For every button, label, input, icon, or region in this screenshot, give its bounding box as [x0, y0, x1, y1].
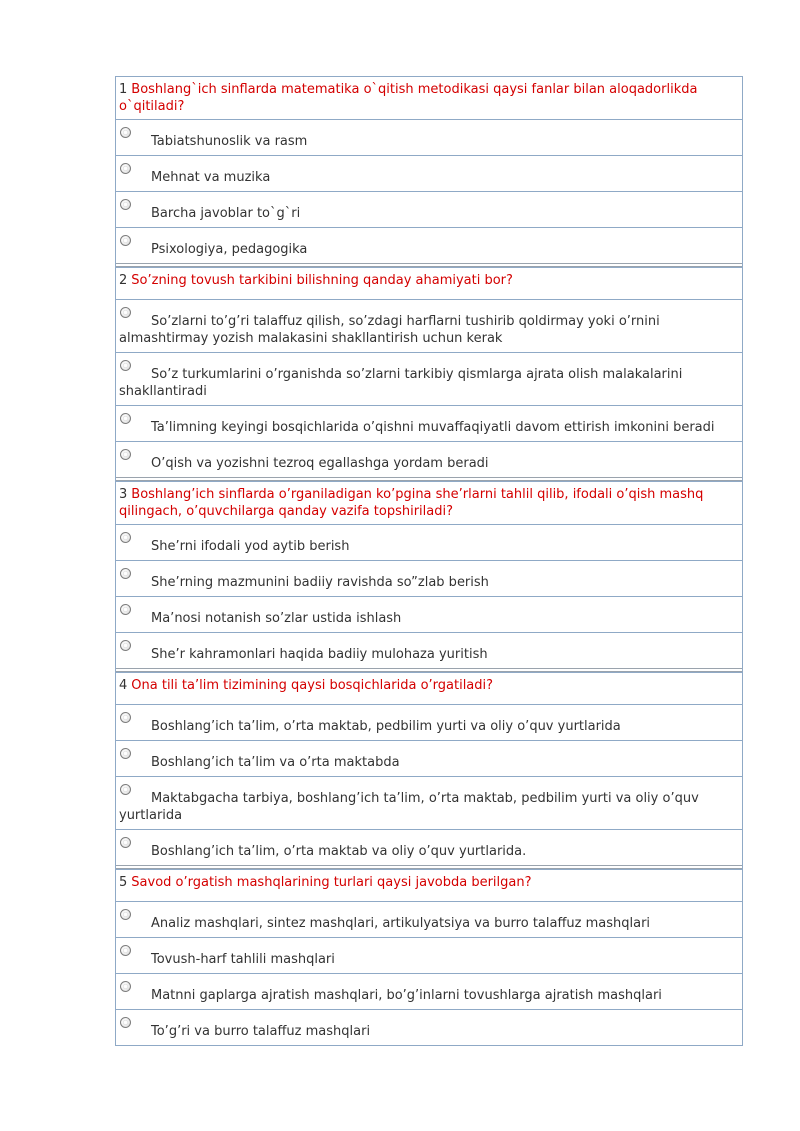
answer-option-label: Barcha javoblar to`g`ri: [151, 206, 301, 221]
answer-option-label: Tovush-harf tahlili mashqlari: [151, 952, 335, 967]
question-text: Ona tili ta’lim tizimining qaysi bosqichlarida o’rgatiladi?: [131, 678, 494, 693]
question-title: [116, 672, 742, 704]
question-block: [116, 668, 742, 865]
question-block: [116, 477, 742, 668]
radio-button-icon[interactable]: [120, 307, 131, 318]
answer-option-label: Tabiatshunoslik va rasm: [151, 134, 308, 149]
question-title: [116, 267, 742, 299]
radio-button-icon[interactable]: [120, 748, 131, 759]
radio-button-icon[interactable]: [120, 235, 131, 246]
radio-button-icon[interactable]: [120, 712, 131, 723]
answer-option[interactable]: [116, 937, 742, 973]
answer-option-label: Analiz mashqlari, sintez mashqlari, artikulyatsiya va burro talaffuz mashqlari: [151, 916, 651, 931]
answer-option-label: Boshlang’ich ta’lim va o’rta maktabda: [151, 755, 400, 770]
question-number: 5: [119, 875, 128, 890]
answer-option-label: She’rning mazmunini badiiy ravishda so”zlab berish: [151, 575, 489, 590]
answer-option-label: Maktabgacha tarbiya, boshlang’ich ta’lim, o’rta maktab, pedbilim yurti va oliy o’quv yurtlarida: [119, 791, 699, 823]
answer-option-label: Mehnat va muzika: [151, 170, 271, 185]
radio-button-icon[interactable]: [120, 981, 131, 992]
radio-button-icon[interactable]: [120, 360, 131, 371]
radio-button-icon[interactable]: [120, 127, 131, 138]
question-block: [116, 263, 742, 477]
answer-option-label: Ta’limning keyingi bosqichlarida o’qishni muvaffaqiyatli davom ettirish imkonini beradi: [151, 420, 715, 435]
answer-option-label: So’zlarni to’g’ri talaffuz qilish, so’zdagi harflarni tushirib qoldirmay yoki o’rnini almashtirmay yozish malakasini shakllantirish uchun kerak: [119, 314, 660, 346]
radio-button-icon[interactable]: [120, 568, 131, 579]
radio-button-icon[interactable]: [120, 837, 131, 848]
answer-option[interactable]: [116, 524, 742, 560]
answer-option-label: To’g’ri va burro talaffuz mashqlari: [151, 1024, 371, 1039]
answer-option[interactable]: [116, 191, 742, 227]
answer-option-label: O’qish va yozishni tezroq egallashga yordam beradi: [151, 456, 489, 471]
quiz-container: [115, 76, 743, 1046]
answer-option[interactable]: [116, 441, 742, 477]
radio-button-icon[interactable]: [120, 413, 131, 424]
answer-option-label: Boshlang’ich ta’lim, o’rta maktab va oliy o’quv yurtlarida.: [151, 844, 527, 859]
answer-option[interactable]: [116, 119, 742, 155]
radio-button-icon[interactable]: [120, 909, 131, 920]
answer-option[interactable]: [116, 1009, 742, 1045]
answer-option[interactable]: [116, 829, 742, 865]
question-block: [116, 76, 742, 263]
answer-option-label: Matnni gaplarga ajratish mashqlari, bo’g’inlarni tovushlarga ajratish mashqlari: [151, 988, 662, 1003]
answer-option[interactable]: [116, 776, 742, 829]
question-text: Boshlang’ich sinflarda o’rganiladigan ko’pgina she’rlarni tahlil qilib, ifodali o’qish mashq qilingach, o’quvchilarga qanday vazifa topshiriladi?: [119, 487, 704, 519]
answer-option[interactable]: [116, 227, 742, 263]
answer-option-label: Boshlang’ich ta’lim, o’rta maktab, pedbilim yurti va oliy o’quv yurtlarida: [151, 719, 621, 734]
answer-option[interactable]: [116, 405, 742, 441]
question-title: [116, 869, 742, 901]
answer-option[interactable]: [116, 973, 742, 1009]
answer-option[interactable]: [116, 155, 742, 191]
question-number: 4: [119, 678, 128, 693]
answer-option[interactable]: [116, 560, 742, 596]
answer-option-label: She’rni ifodali yod aytib berish: [151, 539, 350, 554]
question-number: 2: [119, 273, 128, 288]
question-text: Boshlang`ich sinflarda matematika o`qitish metodikasi qaysi fanlar bilan aloqadorlikda o`qitiladi?: [119, 82, 698, 114]
answer-option-label: Ma’nosi notanish so’zlar ustida ishlash: [151, 611, 402, 626]
answer-option[interactable]: [116, 901, 742, 937]
answer-option[interactable]: [116, 596, 742, 632]
answer-option[interactable]: [116, 632, 742, 668]
radio-button-icon[interactable]: [120, 532, 131, 543]
answer-option[interactable]: [116, 299, 742, 352]
radio-button-icon[interactable]: [120, 1017, 131, 1028]
radio-button-icon[interactable]: [120, 163, 131, 174]
question-number: 3: [119, 487, 128, 502]
radio-button-icon[interactable]: [120, 945, 131, 956]
question-text: So’zning tovush tarkibini bilishning qanday ahamiyati bor?: [131, 273, 513, 288]
answer-option-label: Psixologiya, pedagogika: [151, 242, 308, 257]
radio-button-icon[interactable]: [120, 640, 131, 651]
radio-button-icon[interactable]: [120, 784, 131, 795]
question-title: [116, 76, 742, 119]
question-text: Savod o’rgatish mashqlarining turlari qaysi javobda berilgan?: [131, 875, 532, 890]
radio-button-icon[interactable]: [120, 604, 131, 615]
answer-option[interactable]: [116, 352, 742, 405]
radio-button-icon[interactable]: [120, 449, 131, 460]
question-block: [116, 865, 742, 1045]
question-number: 1: [119, 82, 128, 97]
answer-option[interactable]: [116, 740, 742, 776]
answer-option-label: So’z turkumlarini o’rganishda so’zlarni tarkibiy qismlarga ajrata olish malakalarini shakllantiradi: [119, 367, 683, 399]
answer-option[interactable]: [116, 704, 742, 740]
question-title: [116, 481, 742, 524]
answer-option-label: She’r kahramonlari haqida badiiy mulohaza yuritish: [151, 647, 488, 662]
radio-button-icon[interactable]: [120, 199, 131, 210]
